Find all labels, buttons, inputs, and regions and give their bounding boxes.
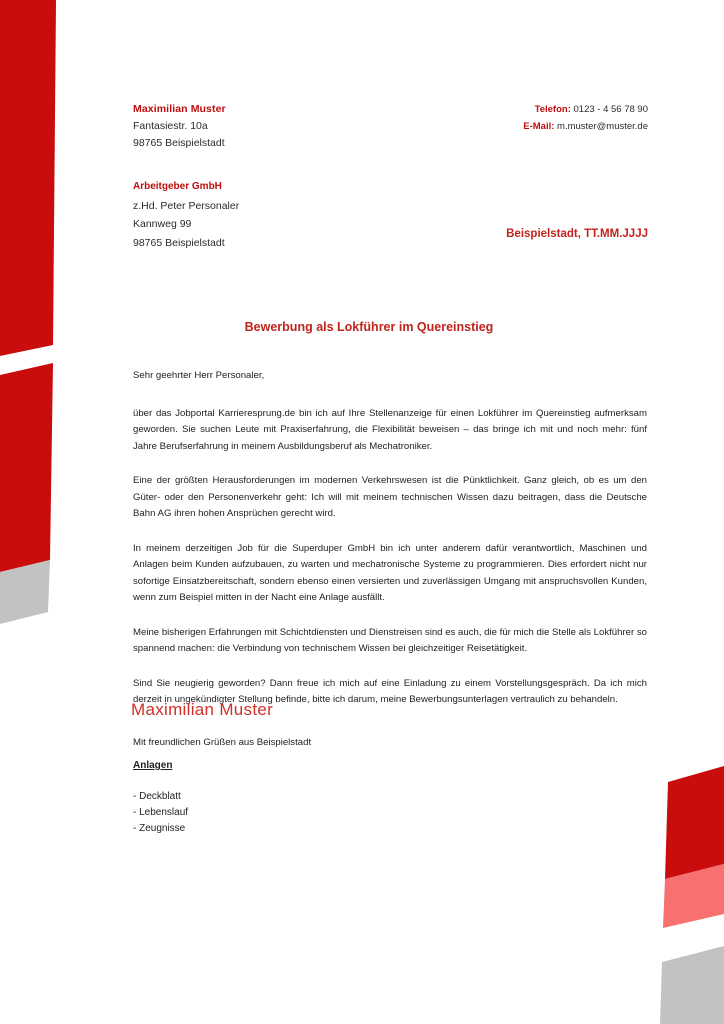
email-row — [523, 118, 648, 135]
right-decorative-band — [614, 754, 724, 1024]
attachment-item: - Deckblatt — [133, 791, 181, 802]
recipient-city: 98765 Beispielstadt — [133, 236, 225, 249]
body-paragraph-5: Sind Sie neugierig geworden? Dann freue ich mich auf eine Einladung zu einem Vorstellungsgespräch. Da ich mich derzeit in ungekündigter Stellung befinde, bitte ich darum, meine Bewerbungsunterlagen vertraulich zu behandeln. — [133, 677, 647, 705]
sender-address-block — [133, 101, 226, 152]
contact-details-block — [523, 101, 648, 135]
attachments-list — [133, 789, 188, 837]
email-value: m.muster@muster.de — [557, 121, 648, 132]
phone-value: 0123 - 4 56 78 90 — [573, 104, 648, 115]
letter-body — [133, 368, 647, 751]
closing-line: Mit freundlichen Grüßen aus Beispielstadt — [133, 736, 312, 748]
body-paragraph-1: über das Jobportal Karrieresprung.de bin ich auf Ihre Stellenanzeige für einen Lokführer im Quereinstieg aufmerksam geworden. Sie suchen Leute mit Praxiserfahrung, die Flexibilität beweisen – das bringe ich mit und noch mehr: fünf Jahre Berufserfahrung in meinem Ausbildungsberuf als Mechatroniker. — [133, 407, 647, 452]
sender-city: 98765 Beispielstadt — [133, 137, 225, 149]
sender-street: Fantasiestr. 10a — [133, 120, 208, 132]
date-line: Beispielstadt, TT.MM.JJJJ — [506, 228, 648, 240]
subject-heading: Bewerbung als Lokführer im Quereinstieg — [244, 320, 494, 334]
body-paragraph-4: Meine bisherigen Erfahrungen mit Schichtdiensten und Dienstreisen sind es auch, die für mich die Stelle als Lokführer so spannend machen: die Verbindung von technischem Wissen bei gleichzeitiger Reisetätigkeit. — [133, 626, 647, 654]
recipient-street: Kannweg 99 — [133, 218, 192, 230]
attachments-heading: Anlagen — [133, 760, 173, 771]
phone-row — [523, 101, 648, 118]
left-band-gray-lower — [0, 560, 50, 624]
attachment-item: - Zeugnisse — [133, 823, 186, 834]
salutation: Sehr geehrter Herr Personaler, — [133, 370, 265, 381]
signature-name: Maximilian Muster — [131, 700, 274, 719]
sender-name: Maximilian Muster — [133, 103, 226, 115]
recipient-address-block — [133, 178, 239, 252]
recipient-attention: z.Hd. Peter Personaler — [133, 199, 240, 212]
email-label: E-Mail: — [523, 121, 555, 132]
right-band-red-dark — [665, 766, 724, 879]
right-band-gray — [660, 946, 724, 1024]
phone-label: Telefon: — [534, 104, 571, 115]
recipient-company: Arbeitgeber GmbH — [133, 181, 222, 192]
body-paragraph-3: In meinem derzeitigen Job für die Superduper GmbH bin ich unter anderem dafür verantwortlich, Maschinen und Anlagen beim Kunden aufzubauen, zu warten und mechatronische Systeme zu programmieren. Dies erfordert nicht nur sofortige Einsatzbereitschaft, sondern ebenso einen versierten und zuverlässigen Umgang mit anspruchsvollen Kunden, wenn zum Beispiel mitten in der Nacht eine Anlage ausfällt. — [133, 542, 647, 603]
attachment-item: - Lebenslauf — [133, 807, 189, 818]
left-band-red-lower — [0, 363, 53, 572]
left-band-red-upper — [0, 0, 56, 356]
right-band-red-light — [663, 864, 724, 928]
body-paragraph-2: Eine der größten Herausforderungen im modernen Verkehrswesen ist die Pünktlichkeit. Ganz gleich, ob es um den Güter- oder den Personenverkehr geht: Ich will mit meinem technischen Wissen dazu beitragen, dass die Deutsche Bahn AG ihren hohen Ansprüchen gerecht wird. — [133, 475, 647, 519]
